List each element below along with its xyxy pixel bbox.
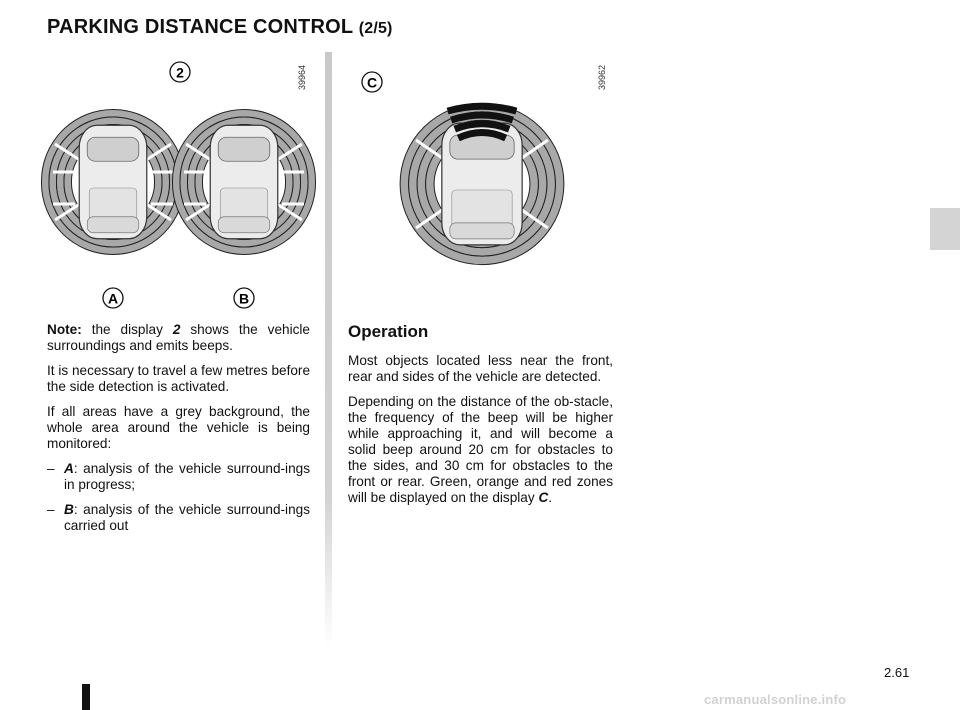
column-divider [325, 52, 332, 647]
display-b-graphic [172, 109, 315, 254]
left-text-column [47, 322, 310, 543]
list-item-b: – B: analysis of the vehicle surround-ings carried out [47, 502, 310, 533]
section-tab [930, 208, 960, 250]
callout-2 [170, 62, 190, 82]
side-detection-paragraph: It is necessary to travel a few metres before the side detection is activated. [47, 363, 310, 394]
label-a-text: A [107, 290, 119, 307]
page-title [47, 16, 393, 39]
display-a-graphic [41, 109, 184, 254]
callout-c-label: C [366, 74, 378, 91]
note-paragraph [47, 322, 310, 354]
car-top-view [442, 123, 522, 245]
callout-2-label: 2 [176, 64, 184, 81]
list-item-a: – A: analysis of the vehicle surround-ings in progress; [47, 461, 310, 492]
operation-paragraph-1: Most objects located less near the front, rear and sides of the vehicle are detected. [348, 353, 613, 384]
callout-c [362, 72, 382, 92]
item-a-ref: A [64, 461, 74, 476]
label-b-text: B [238, 290, 250, 307]
watermark: carmanualsonline.info [704, 692, 847, 707]
title-main: PARKING DISTANCE CONTROL [47, 16, 353, 38]
image-code-right: 39962 [597, 64, 607, 90]
operation-paragraph-2 [348, 394, 613, 506]
item-b-text: : analysis of the vehicle surround-ings carried out [64, 502, 310, 533]
note-label: Note: [47, 322, 82, 337]
operation-paragraph-2-end: . [548, 490, 553, 505]
display-c-illustration [350, 52, 625, 314]
corner-mark [82, 684, 90, 710]
note-text-post: shows the vehicle surroundings and emits beeps. [47, 322, 310, 353]
car-top-view [79, 125, 147, 239]
title-part: (2/5) [358, 20, 393, 37]
image-code-left: 39964 [297, 64, 307, 90]
right-text-column [348, 322, 613, 515]
display-c-graphic [400, 103, 564, 264]
car-top-view [210, 125, 278, 239]
grey-background-paragraph: If all areas have a grey background, the whole area around the vehicle is being monitored: [47, 404, 310, 451]
item-b-ref: B [64, 502, 74, 517]
label-b [234, 288, 254, 308]
operation-heading: Operation [348, 322, 429, 341]
label-a [103, 288, 123, 308]
figure-display-c [350, 52, 625, 314]
operation-paragraph-2-text: Depending on the distance of the ob-stacle, the frequency of the beep will be higher while approaching it, and will become a solid beep around 20 cm for obstacles to the sides, and 30 cm for obstacles to the front or rear. Green, orange and red zones will be displayed on the display [348, 394, 613, 505]
display-c-ref: C [538, 490, 549, 505]
note-text-pre: the display [81, 322, 173, 337]
note-ref: 2 [172, 322, 181, 337]
figure-displays-a-b [40, 52, 325, 314]
page-number: 2.61 [884, 665, 910, 680]
item-a-text: : analysis of the vehicle surround-ings in progress; [64, 461, 310, 492]
displays-a-b-illustration [40, 52, 325, 314]
